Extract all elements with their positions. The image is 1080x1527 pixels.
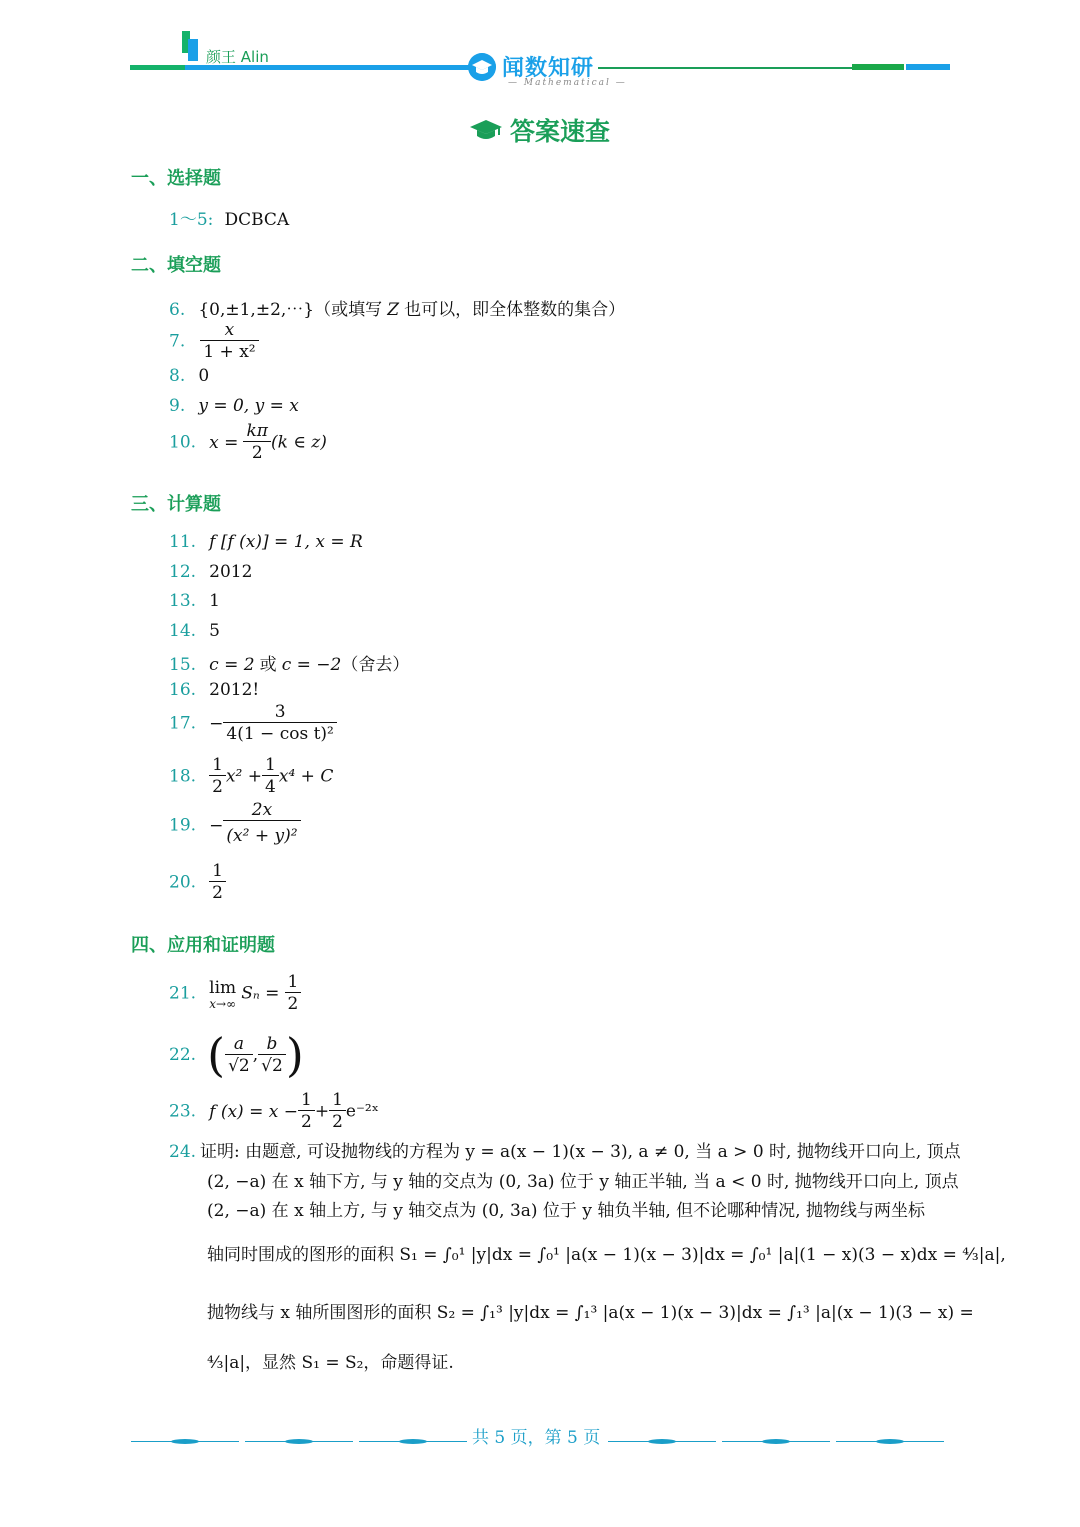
denominator: 2: [332, 1112, 343, 1132]
answer-term-2: x⁴ + C: [278, 766, 334, 787]
answer-sign: −: [209, 815, 224, 836]
answer-note-2: 也可以，即全体整数的集合）: [404, 300, 626, 320]
paren-right: ): [285, 1028, 304, 1082]
question-number: 24.: [169, 1142, 197, 1162]
answer-value: DCBCA: [224, 210, 290, 230]
answer-value: 5: [209, 621, 220, 641]
answer-sign: −: [209, 713, 224, 734]
header-rule-right-green: [852, 64, 904, 70]
denominator: 2: [300, 1112, 312, 1132]
question-number: 9.: [169, 396, 186, 416]
header-rule-left-accent: [130, 65, 185, 70]
denominator: 2: [212, 883, 223, 903]
answer-row-13: [169, 591, 220, 611]
answer-term-2: e⁻²ˣ: [345, 1101, 379, 1122]
footer-ornament-icon: [393, 1438, 433, 1445]
limit-label: lim: [209, 977, 237, 998]
denominator: √2: [228, 1055, 250, 1076]
header-rule-right: [598, 67, 852, 69]
proof-line-2: (2, −a) 在 x 轴下方, 与 y 轴的交点为 (0, 3a) 位于 y 轴正半轴, 当 a < 0 时, 抛物线开口向上, 顶点: [207, 1172, 959, 1192]
question-number: 10.: [169, 432, 197, 453]
question-number: 19.: [169, 815, 197, 836]
denominator: 1 + x²: [203, 342, 256, 362]
footer-ornament-icon: [870, 1438, 910, 1445]
proof-line-5: 抛物线与 x 轴所围图形的面积 S₂ = ∫₁³ |y|dx = ∫₁³ |a(x − 1)(x − 3)|dx = ∫₁³ |a|(x − 1)(3 − x) =: [207, 1303, 974, 1323]
section-heading-calc: 三、计算题: [131, 494, 221, 515]
question-number: 6.: [169, 300, 186, 320]
numerator: 1: [209, 755, 226, 776]
fraction: [243, 421, 270, 464]
answer-set: {0,±1,±2,⋯}: [198, 300, 315, 320]
answer-row-11: [169, 532, 363, 552]
graduation-cap-title-icon: [470, 119, 502, 143]
page-title-row: [0, 112, 1080, 148]
question-number: 18.: [169, 766, 197, 787]
answer-value: 2012: [209, 562, 253, 582]
answer-row-16: [169, 680, 259, 700]
numerator: 1: [285, 972, 302, 993]
answer-row-18: [169, 755, 333, 798]
question-number: 20.: [169, 872, 197, 893]
question-number: 8.: [169, 366, 186, 386]
answer-connector: 或: [259, 655, 277, 675]
answer-value: 2012!: [209, 680, 260, 700]
numerator: 1: [298, 1090, 315, 1111]
numerator: 1: [209, 861, 226, 882]
numerator: 2x: [223, 800, 300, 821]
question-number: 13.: [169, 591, 197, 611]
header-center-subtitle: — Mathematical —: [508, 78, 627, 88]
footer-ornament-icon: [165, 1438, 205, 1445]
answer-row-15: [169, 650, 409, 675]
fraction: [285, 972, 302, 1015]
answer-row-1-5: [169, 205, 289, 230]
answer-row-6: [169, 295, 625, 320]
numerator: 3: [223, 702, 336, 723]
paren-left: (: [207, 1028, 226, 1082]
answer-suffix: (k ∈ z): [270, 432, 327, 453]
denominator: 2: [251, 443, 263, 463]
answer-value: y = 0, y = x: [198, 396, 299, 416]
comma: ,: [252, 1045, 259, 1065]
fraction: [225, 1034, 253, 1077]
section-heading-fill: 二、填空题: [131, 255, 221, 276]
answer-symbol: Z: [387, 300, 400, 320]
answer-term: x² +: [225, 766, 263, 787]
answer-value: 0: [198, 366, 210, 386]
question-number: 7.: [169, 331, 186, 352]
fraction: [209, 861, 226, 904]
fraction: [223, 702, 336, 745]
answer-row-8: [169, 366, 209, 386]
limit-subscript: x→∞: [209, 996, 237, 1011]
proof-line-4: 轴同时围成的图形的面积 S₁ = ∫₀¹ |y|dx = ∫₀¹ |a(x − 1)(x − 3)|dx = ∫₀¹ |a|(1 − x)(3 − x)dx = ⁴⁄₃|a|,: [207, 1245, 1006, 1265]
answer-row-22: [169, 1028, 304, 1082]
page-title: 答案速查: [509, 117, 610, 146]
answer-row-7: [169, 320, 259, 363]
fraction-2: [329, 1090, 346, 1133]
numerator: b: [258, 1034, 286, 1055]
answer-prefix: x =: [209, 432, 239, 453]
question-number: 21.: [169, 983, 197, 1004]
numerator: 1: [262, 755, 279, 776]
question-number: 14.: [169, 621, 197, 641]
denominator: 2: [212, 777, 223, 797]
answer-row-20: [169, 861, 226, 904]
denominator: 2: [287, 994, 299, 1014]
section-heading-proof: 四、应用和证明题: [131, 935, 275, 956]
header-brand: 颜王 Alin: [206, 48, 269, 66]
proof-line-3: (2, −a) 在 x 轴上方, 与 y 轴交点为 (0, 3a) 位于 y 轴负半轴, 但不论哪种情况, 抛物线与两坐标: [207, 1201, 925, 1221]
fraction: [209, 755, 226, 798]
answer-row-10: [169, 421, 327, 464]
answer-value: f [f (x)] = 1, x = R: [209, 532, 363, 552]
answer-term: f (x) = x −: [209, 1101, 298, 1122]
answer-row-23: [169, 1090, 379, 1133]
fraction: [298, 1090, 315, 1133]
header-rule-right-blue: [906, 64, 950, 70]
answer-row-21: [169, 972, 301, 1015]
fraction: [200, 320, 258, 363]
proof-line-6: ⁴⁄₃|a|，显然 S₁ = S₂，命题得证.: [207, 1353, 454, 1373]
question-number: 1～5:: [169, 210, 214, 230]
header-center-title: 闻数知研: [502, 56, 595, 81]
question-number: 15.: [169, 655, 197, 675]
denominator: 4(1 − cos t)²: [226, 724, 334, 744]
answer-row-12: [169, 562, 252, 582]
limit-operator: [209, 978, 236, 1010]
numerator: 1: [329, 1090, 346, 1111]
answer-value: 1: [209, 591, 220, 611]
proof-line-1: 证明: 由题意, 可设抛物线的方程为 y = a(x − 1)(x − 3), a ≠ 0, 当 a > 0 时, 抛物线开口向上, 顶点: [200, 1142, 961, 1162]
graduation-cap-icon: [468, 53, 496, 81]
question-number: 16.: [169, 680, 197, 700]
fraction-2: [262, 755, 279, 798]
question-number: 23.: [169, 1101, 197, 1122]
question-number: 11.: [169, 532, 197, 552]
question-number: 17.: [169, 713, 197, 734]
numerator: kπ: [243, 421, 270, 442]
numerator: a: [225, 1034, 253, 1055]
answer-row-17: [169, 702, 337, 745]
answer-row-14: [169, 621, 220, 641]
answer-part-2: c = −2: [281, 655, 342, 675]
answer-term: Sₙ =: [241, 983, 280, 1004]
footer-ornament-icon: [642, 1438, 682, 1445]
answer-row-24: [169, 1137, 961, 1167]
section-heading-choice: 一、选择题: [131, 168, 221, 189]
numerator: x: [200, 320, 258, 341]
answer-part: c = 2: [209, 655, 255, 675]
denominator: (x² + y)²: [226, 826, 298, 846]
footer-ornament-icon: [756, 1438, 796, 1445]
answer-row-19: [169, 800, 301, 851]
question-number: 12.: [169, 562, 197, 582]
fraction-2: [258, 1034, 286, 1077]
operator: +: [314, 1101, 330, 1122]
fraction: [223, 800, 300, 851]
answer-note: （舍去）: [341, 655, 410, 675]
denominator: 4: [265, 777, 276, 797]
answer-note: （或填写: [314, 300, 383, 320]
denominator: √2: [261, 1055, 283, 1076]
footer-ornament-icon: [279, 1438, 319, 1445]
answer-row-9: [169, 396, 299, 416]
brand-logo-icon: [182, 31, 204, 63]
question-number: 22.: [169, 1045, 197, 1065]
page-footer: 共 5 页，第 5 页: [472, 1428, 601, 1448]
